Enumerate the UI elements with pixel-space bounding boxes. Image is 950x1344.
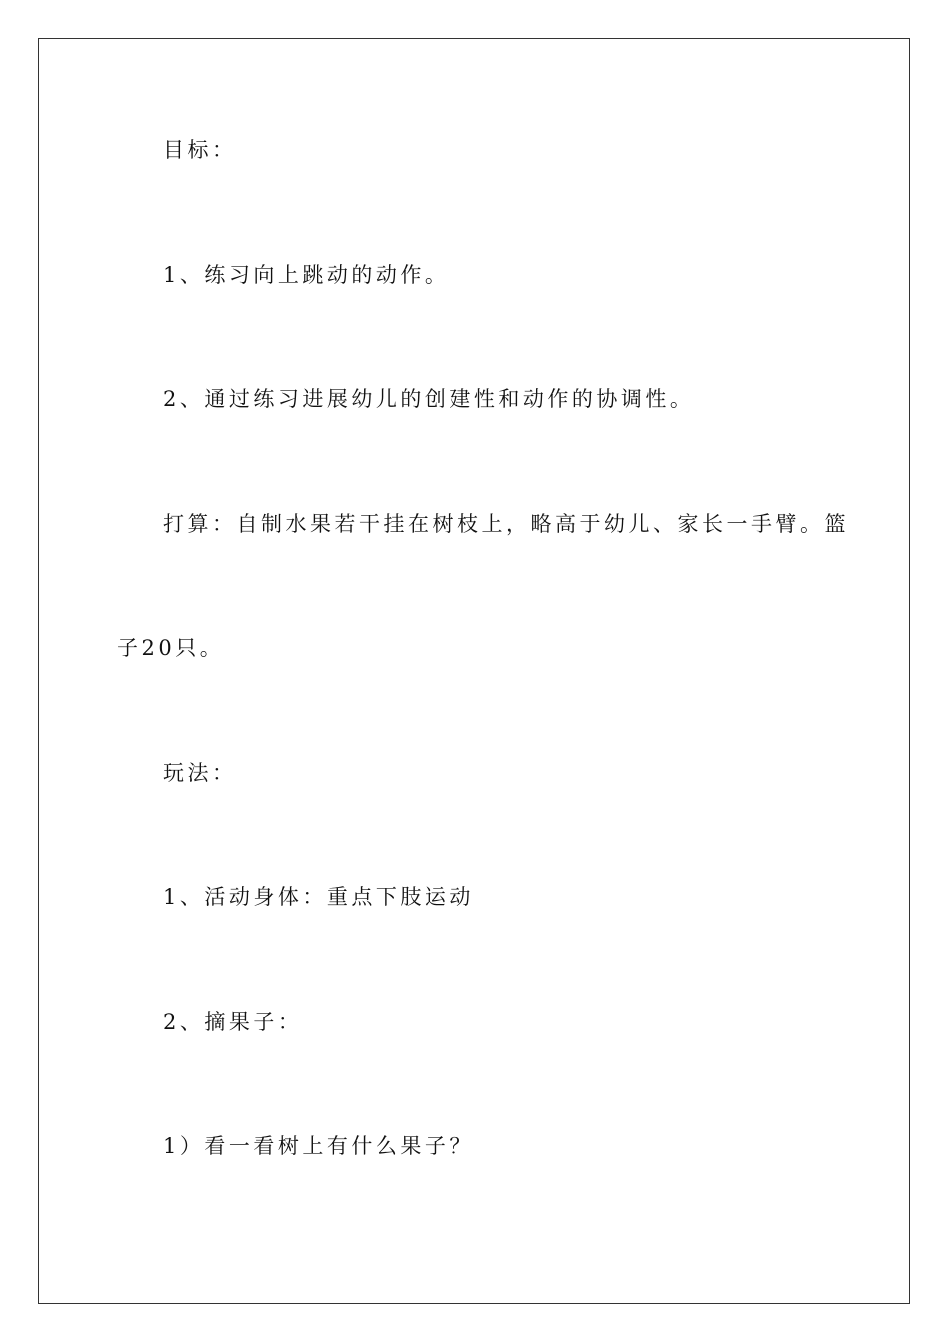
heading-gameplay: 玩法： [163, 761, 237, 785]
gameplay-substep-1: 1）看一看树上有什么果子？ [163, 1134, 474, 1158]
gameplay-step-2: 2、摘果子： [163, 1010, 303, 1034]
heading-goals: 目标： [163, 138, 237, 162]
page-border [38, 38, 910, 1304]
gameplay-step-1: 1、活动身体：重点下肢运动 [163, 885, 474, 909]
preparation-line-1: 打算：自制水果若干挂在树枝上，略高于幼儿、家长一手臂。篮 [163, 512, 849, 536]
preparation-line-2: 子20只。 [117, 636, 225, 660]
goal-item-1: 1、练习向上跳动的动作。 [163, 263, 450, 287]
goal-item-2: 2、通过练习进展幼儿的创建性和动作的协调性。 [163, 387, 695, 411]
